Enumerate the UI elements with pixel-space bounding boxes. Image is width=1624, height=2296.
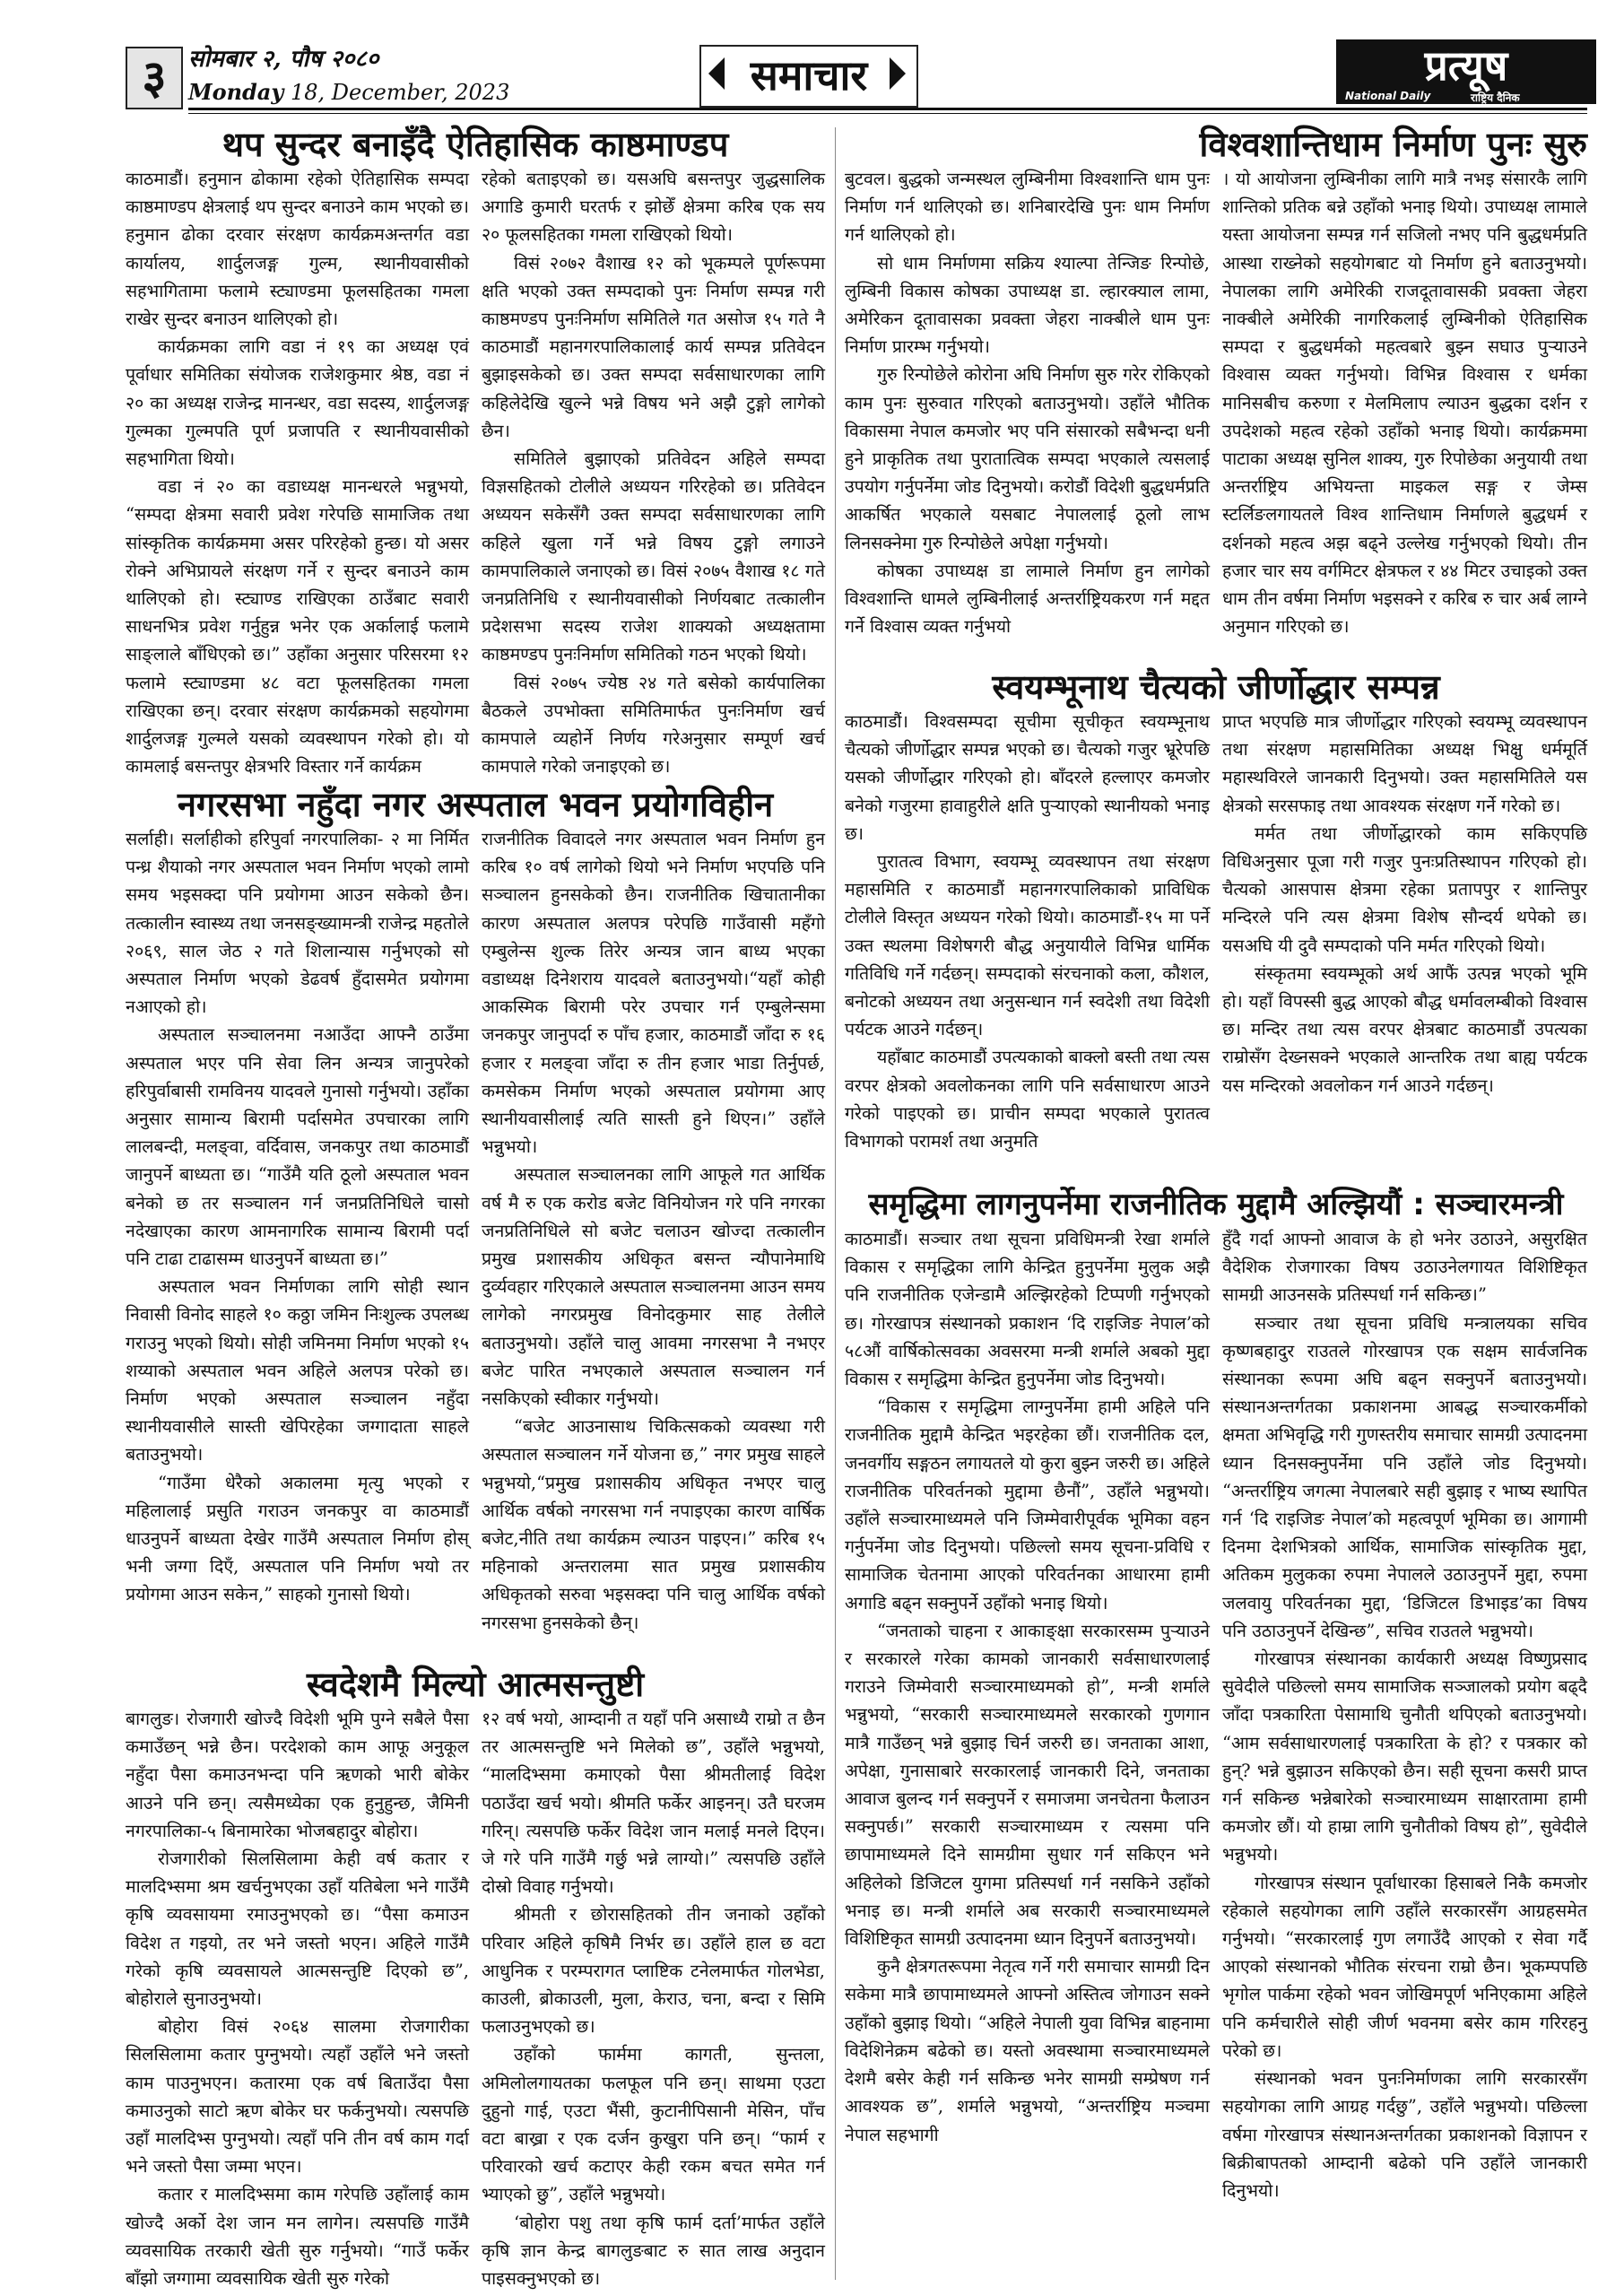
logo-subtitle-en: National Daily bbox=[1345, 90, 1431, 102]
logo-subtitle-np: राष्ट्रिय दैनिक bbox=[1471, 91, 1520, 104]
article-kasthamandap bbox=[126, 124, 825, 780]
article-swadeshmai bbox=[126, 1664, 825, 2292]
right-arrow-icon bbox=[890, 57, 906, 90]
article-headline: समृद्धिमा लागनुपर्नेमा राजनीतिक मुद्दामै अल्झियौं : सञ्चारमन्त्री bbox=[868, 1187, 1564, 1222]
paragraph: संस्थानको भवन पुनःनिर्माणका लागि सरकारसँग सहयोगका लागि आग्रह गर्दछु”, उहाँले भन्नुभयो। पछिल्ला वर्षमा गोरखापत्र संस्थानअन्तर्गतका प्रकाशनको विज्ञापन र बिक्रीबापतको आम्दानी बढेको पनि उहाँले जानकारी दिनुभयो। bbox=[1222, 2068, 1587, 2201]
article-body bbox=[845, 708, 1587, 1155]
paragraph: काठमाडौं। हनुमान ढोकामा रहेको ऐतिहासिक सम्पदा काष्ठमाण्डप क्षेत्रलाई थप सुन्दर बनाउने काम भएको छ। हनुमान ढोका दरवार संरक्षण कार्यक्रमअन्तर्गत वडा कार्यालय, शार्दुलजङ्ग गुल्म, स्थानीयवासीको सहभागितामा फलामे स्ट्याण्डमा फूलसहितका गमला राखेर सुन्दर बनाउन थालिएको हो। bbox=[126, 169, 469, 330]
article-column bbox=[1222, 165, 1587, 640]
paragraph: “बजेट आउनासाथ चिकित्सकको व्यवस्था गरी अस्पताल सञ्चालन गर्ने योजना छ,” नगर प्रमुख साहले भन्नुभयो,“प्रमुख प्रशासकीय अधिकृत नभएर चालु आर्थिक वर्षको नगरसभा गर्न नपाइएका कारण वार्षिक बजेट,नीति तथा कार्यक्रम ल्याउन पाइएन।” करिब १५ महिनाको अन्तरालमा सात प्रमुख प्रशासकीय अधिकृतको सरुवा भइसक्दा पनि चालु आर्थिक वर्षको नगरसभा हुनसकेको छैन्। bbox=[482, 1416, 825, 1633]
paragraph: । यो आयोजना लुम्बिनीका लागि मात्रै नभइ संसारकै लागि शान्तिको प्रतिक बन्ने उहाँको भनाइ थियो। उपाध्यक्ष लामाले यस्ता आयोजना सम्पन्न गर्न सजिलो नभए पनि बुद्धधर्मप्रति आस्था राख्नेको सहयोगबाट यो निर्माण हुने बताउनुभयो। नेपालका लागि अमेरिकी राजदूतावासकी प्रवक्ता जेहरा नाक्बीले अमेरिकी नागरिकलाई लुम्बिनीको ऐतिहासिक सम्पदा र बुद्धधर्मको महत्वबारे बुझ्न सघाउ पुऱ्याउने विश्वास व्यक्त गर्नुभयो। विभिन्न विश्वास र धर्मका मानिसबीच करुणा र मेलमिलाप ल्याउन बुद्धका दर्शन र उपदेशको महत्व रहेको उहाँको भनाइ थियो। कार्यक्रममा पाटाका अध्यक्ष सुनिल शाक्य, गुरु रिपोछेका अनुयायी तथा अन्तर्राष्ट्रिय अभियन्ता माइकल सङ्ग र जेम्स स्टर्लिङलगायतले विश्व शान्तिधाम निर्माणले बुद्धधर्म र दर्शनको महत्व अझ बढ्ने उल्लेख गर्नुभएको थियो। तीन हजार चार सय वर्गमिटर क्षेत्रफल र ४४ मिटर उचाइको उक्त धाम तीन वर्षमा निर्माण भइसक्ने र करिब रु चार अर्ब लाग्ने अनुमान गरिएको छ। bbox=[1222, 169, 1587, 638]
article-body bbox=[126, 165, 825, 780]
paragraph: कोषका उपाध्यक्ष डा लामाले निर्माण हुन लागेको विश्वशान्ति धामले लुम्बिनीलाई अन्तर्राष्ट्रियकरण गर्न मद्दत गर्ने विश्वास व्यक्त गर्नुभयो bbox=[845, 560, 1210, 638]
paragraph: कुनै क्षेत्रगतरूपमा नेतृत्व गर्ने गरी समाचार सामग्री दिन सकेमा मात्रै छापामाध्यमले आफ्नो अस्तित्व जोगाउन सक्ने उहाँको बुझाइ थियो। “अहिले नेपाली युवा विभिन्न बाहनामा विदेशिनेक्रम बढेको छ। यस्तो अवस्थामा सञ्चारमाध्यमले देशमै बसेर केही गर्न सकिन्छ भनेर सामग्री सम्प्रेषण गर्न आवश्यक छ”, शर्माले भन्नुभयो, “अन्तर्राष्ट्रिय मञ्चमा नेपाल सहभागी bbox=[845, 1956, 1210, 2145]
paragraph: सञ्चार तथा सूचना प्रविधि मन्त्रालयका सचिव कृष्णबहादुर राउतले गोरखापत्र एक सक्षम सार्वजनिक संस्थानका रूपमा अघि बढ्न सक्नुपर्ने बताउनुभयो। संस्थानअन्तर्गतका प्रकाशनमा आबद्ध सञ्चारकर्मीको क्षमता अभिवृद्धि गरी गुणस्तरीय समाचार सामग्री उत्पादनमा ध्यान दिनसक्नुपर्नेमा पनि उहाँले जोड दिनुभयो। “अन्तर्राष्ट्रिय जगत्मा नेपालबारे सही बुझाइ र भाष्य स्थापित गर्न ‘दि राइजिङ नेपाल’को महत्वपूर्ण भूमिका छ। आगामी दिनमा देशभित्रको आर्थिक, सामाजिक सांस्कृतिक मुद्दा, अतिकम मुलुकका रुपमा नेपालले उठाउनुपर्ने मुद्दा, रुपमा जलवायु परिवर्तनका मुद्दा, ‘डिजिटल डिभाइड’का विषय पनि उठाउनुपर्ने देखिन्छ”, सचिव राउतले भन्नुभयो। bbox=[1222, 1312, 1587, 1641]
header-rule bbox=[188, 108, 1587, 110]
article-body bbox=[126, 1705, 825, 2292]
paragraph: विसं २०७५ ज्येष्ठ २४ गते बसेको कार्यपालिका बैठकले उपभोक्ता समितिमार्फत पुनःनिर्माण खर्च कामपाले व्यहोर्ने निर्णय गरेअनुसार सम्पूर्ण खर्च कामपाले गरेको जनाइएको छ। bbox=[482, 672, 825, 778]
date-english bbox=[188, 79, 509, 105]
paragraph: मर्मत तथा जीर्णोद्धारको काम सकिएपछि विधिअनुसार पूजा गरी गजुर पुनःप्रतिस्थापन गरिएको हो। चैत्यको आसपास क्षेत्रमा रहेका प्रतापपुर र शान्तिपुर मन्दिरले पनि त्यस क्षेत्रमा विशेष सौन्दर्य थपेको छ। यसअघि यी दुवै सम्पदाको पनि मर्मत गरिएको थियो। bbox=[1222, 822, 1587, 956]
article-headline: नगरसभा नहुँदा नगर अस्पताल भवन प्रयोगविहीन bbox=[177, 785, 774, 824]
paragraph: अस्पताल सञ्चालनका लागि आफूले गत आर्थिक वर्ष मै रु एक करोड बजेट विनियोजन गरे पनि नगरका जनप्रतिनिधिले सो बजेट चलाउन खोज्दा तत्कालीन प्रमुख प्रशासकीय अधिकृत बसन्त न्यौपानेमाथि दुर्व्यवहार गरिएकाले अस्पताल सञ्चालनमा आउन समय लागेको नगरप्रमुख विनोदकुमार साह तेलीले बताउनुभयो। उहाँले चालु आवमा नगरसभा नै नभएर बजेट पारित नभएकाले अस्पताल सञ्चालन गर्न नसकिएको स्वीकार गर्नुभयो। bbox=[482, 1164, 825, 1410]
paragraph: “जनताको चाहना र आकाङ्क्षा सरकारसम्म पुऱ्याउने र सरकारले गरेका कामको जानकारी सर्वसाधारणलाई गराउने जिम्मेवारी सञ्चारमाध्यमको हो”, मन्त्री शर्माले भन्नुभयो, “सरकारी सञ्चारमाध्यमले सरकारको गुणगान मात्रै गाउँछन् भन्ने बुझाइ चिर्न जरुरी छ। जनताका आशा, अपेक्षा, गुनासाबारे सरकारलाई जानकारी दिने, जनताका आवाज बुलन्द गर्न सक्नुपर्ने र समाजमा जनचेतना फैलाउन सक्नुपर्छ।” सरकारी सञ्चारमाध्यम र त्यसमा पनि छापामाध्यमले दिने सामग्रीमा सुधार गर्न सकिएन भने अहिलेको डिजिटल युगमा प्रतिस्पर्धा गर्न नसकिने उहाँको भनाइ छ। मन्त्री शर्माले अब सरकारी सञ्चारमाध्यमले विशिष्टिकृत सामग्री उत्पादनमा ध्यान दिनुपर्ने बताउनुभयो। bbox=[845, 1620, 1210, 1950]
paragraph: गुरु रिन्पोछेले कोरोना अघि निर्माण सुरु गरेर रोकिएको काम पुनः सुरुवात गरिएको बताउनुभयो। उहाँले भौतिक विकासमा नेपाल कमजोर भए पनि संसारको सबैभन्दा धनी हुने प्राकृतिक तथा पुरातात्विक सम्पदा भएकाले त्यसलाई उपयोग गर्नुपर्नेमा जोड दिनुभयो। करोडौं विदेशी बुद्धधर्मप्रति आकर्षित भएकाले यसबाट नेपाललाई ठूलो लाभ लिनसक्नेमा गुरु रिन्पोछेले अपेक्षा गर्नुभयो। bbox=[845, 364, 1210, 553]
article-body bbox=[126, 825, 825, 1637]
paragraph: रोजगारीको सिलसिलामा केही वर्ष कतार र मालदिभ्समा श्रम खर्चनुभएका उहाँ यतिबेला भने गाउँमै कृषि व्यवसायमा रमाउनुभएको छ। “पैसा कमाउन विदेश त गइयो, तर भने जस्तो भएन। अहिले गाउँमै गरेको कृषि व्यवसायले आत्मसन्तुष्टि दिएको छ”, बोहोराले सुनाउनुभयो। bbox=[126, 1848, 469, 2010]
paragraph: राजनीतिक विवादले नगर अस्पताल भवन निर्माण हुन करिब १० वर्ष लागेको थियो भने निर्माण भएपछि पनि सञ्चालन हुनसकेको छैन। राजनीतिक खिचातानीका कारण अस्पताल अलपत्र परेपछि गाउँवासी महँगो एम्बुलेन्स शुल्क तिरेर अन्यत्र जान बाध्य भएका वडाध्यक्ष दिनेशराय यादवले बताउनुभयो।“यहाँ कोही आकस्मिक बिरामी परेर उपचार गर्न एम्बुलेन्समा जनकपुर जानुपर्दा रु पाँच हजार, काठमाडौं जाँदा रु १६ हजार र मलङ्वा जाँदा रु तीन हजार भाडा तिर्नुपर्छ, कमसेकम निर्माण भएको अस्पताल प्रयोगमा आए स्थानीयवासीलाई त्यति सास्ती हुने थिएन।” उहाँले भन्नुभयो। bbox=[482, 829, 825, 1158]
article-column bbox=[1222, 708, 1587, 1155]
paragraph: “गाउँमा धेरैको अकालमा मृत्यु भएको र महिलालाई प्रसुति गराउन जनकपुर वा काठमाडौं धाउनुपर्ने बाध्यता देखेर गाउँमै अस्पताल निर्माण होस् भनी जग्गा दिएँ, अस्पताल पनि निर्माण भयो तर प्रयोगमा आउन सकेन,” साहको गुनासो थियो। bbox=[126, 1472, 469, 1605]
paragraph: काठमाडौं। सञ्चार तथा सूचना प्रविधिमन्त्री रेखा शर्माले विकास र समृद्धिका लागि केन्द्रित हुनुपर्नेमा मुलुक अझै पनि राजनीतिक एजेन्डामै अल्झिरहेको टिप्पणी गर्नुभएको छ। गोरखापत्र संस्थानको प्रकाशन ‘दि राइजिङ नेपाल’को ५८औं वार्षिकोत्सवका अवसरमा मन्त्री शर्माले अबको मुद्दा विकास र समृद्धिमा केन्द्रित हुनुपर्नेमा जोड दिनुभयो। bbox=[845, 1229, 1210, 1390]
newspaper-logo: प्रत्यूष bbox=[1336, 39, 1596, 104]
paragraph: बोहोरा विसं २०६४ सालमा रोजगारीका सिलसिलामा कतार पुग्नुभयो। त्यहाँ उहाँले भने जस्तो काम पाउनुभएन। कतारमा एक वर्ष बिताउँदा पैसा कमाउनुको साटो ऋण बोकेर घर फर्कनुभयो। त्यसपछि उहाँ मालदिभ्स पुग्नुभयो। त्यहाँ पनि तीन वर्ष काम गर्दा भने जस्तो पैसा जम्मा भएन। bbox=[126, 2016, 469, 2178]
article-column bbox=[126, 825, 469, 1637]
header-rule-thin bbox=[188, 113, 1587, 114]
article-sancharmantri bbox=[845, 1184, 1587, 2205]
paragraph: श्रीमती र छोरासहितको तीन जनाको उहाँको परिवार अहिले कृषिमै निर्भर छ। उहाँले हाल छ वटा आधुनिक र परम्परागत प्लाष्टिक टनेलमार्फत गोलभेडा, काउली, ब्रोकाउली, मुला, केराउ, चना, बन्दा र सिमि फलाउनुभएको छ। bbox=[482, 1904, 825, 2038]
article-vishwashanti bbox=[845, 124, 1587, 640]
paragraph: यहाँबाट काठमाडौं उपत्यकाको बाक्लो बस्ती तथा त्यस वरपर क्षेत्रको अवलोकनका लागि पनि सर्वसाधारण आउने गरेको पाइएको छ। प्राचीन सम्पदा भएकाले पुरातत्व विभागको परामर्श तथा अनुमति bbox=[845, 1047, 1210, 1152]
article-column bbox=[845, 708, 1210, 1155]
paragraph: उहाँको फार्ममा कागती, सुन्तला, अमिलोलगायतका फलफूल पनि छन्। साथमा एउटा दुहुनो गाई, एउटा भैंसी, कुटानीपिसानी मेसिन, पाँच वटा बाख्रा र एक दर्जन कुखुरा पनि छन्। “फार्म र परिवारको खर्च कटाएर केही रकम बचत समेत गर्न भ्याएको छु”, उहाँले भन्नुभयो। bbox=[482, 2044, 825, 2205]
paragraph: संस्कृतमा स्वयम्भूको अर्थ आफैं उत्पन्न भएको भूमि हो। यहाँ विपस्सी बुद्ध आएको बौद्ध धर्मावलम्बीको विश्वास छ। मन्दिर तथा त्यस वरपर क्षेत्रबाट काठमाडौं उपत्यका राम्रोसँग देख्नसक्ने भएकाले आन्तरिक तथा बाह्य पर्यटक यस मन्दिरको अवलोकन गर्न आउने गर्दछन्। bbox=[1222, 962, 1587, 1096]
paragraph: पुरातत्व विभाग, स्वयम्भू व्यवस्थापन तथा संरक्षण महासमिति र काठमाडौं महानगरपालिकाको प्राविधिक टोलीले विस्तृत अध्ययन गरेको थियो। काठमाडौं-१५ मा पर्ने उक्त स्थलमा विशेषगरी बौद्ध अनुयायीले विभिन्न धार्मिक गतिविधि गर्ने गर्दछन्। सम्पदाको संरचनाको कला, कौशल, बनोटको अध्ययन तथा अनुसन्धान गर्न स्वदेशी तथा विदेशी पर्यटक आउने गर्दछन्। bbox=[845, 851, 1210, 1040]
page-number: ३ bbox=[126, 47, 183, 109]
paragraph: हुँदै गर्दा आफ्नो आवाज के हो भनेर उठाउने, असुरक्षित वैदेशिक रोजगारका विषय उठाउनेलगायत विशिष्टिकृत सामग्री आउनसके प्रतिस्पर्धा गर्न सकिन्छ।” bbox=[1222, 1229, 1587, 1306]
column-divider bbox=[835, 127, 836, 2280]
paragraph: सो धाम निर्माणमा सक्रिय श्याल्पा तेन्जिङ रिन्पोछे, लुम्बिनी विकास कोषका उपाध्यक्ष डा. ल्हारक्याल लामा, अमेरिकन दूतावासका प्रवक्ता जेहरा नाक्बीले धाम पुनः निर्माण प्रारम्भ गर्नुभयो। bbox=[845, 252, 1210, 358]
paragraph: विसं २०७२ वैशाख १२ को भूकम्पले पूर्णरूपमा क्षति भएको उक्त सम्पदाको पुनः निर्माण सम्पन्न गरी काष्ठमण्डप पुनःनिर्माण समितिले गत असोज १५ गते नै काठमाडौं महानगरपालिकालाई कार्य सम्पन्न प्रतिवेदन बुझाइसकेको छ। उक्त सम्पदा सर्वसाधारणका लागि कहिलेदेखि खुल्ने भन्ने विषय भने अझै टुङ्गो लागेको छैन। bbox=[482, 252, 825, 441]
article-nagar-aspatal bbox=[126, 784, 825, 1637]
paragraph: प्राप्त भएपछि मात्र जीर्णोद्धार गरिएको स्वयम्भू व्यवस्थापन तथा संरक्षण महासमितिका अध्यक्ष भिक्षु धर्ममूर्ति महास्थविरले जानकारी दिनुभयो। उक्त महासमितिले यस क्षेत्रको सरसफाइ तथा आवश्यक संरक्षण गर्ने गरेको छ। bbox=[1222, 711, 1587, 816]
paragraph: वडा नं २० का वडाध्यक्ष मानन्धरले भन्नुभयो, “सम्पदा क्षेत्रमा सवारी प्रवेश गरेपछि सामाजिक तथा सांस्कृतिक कार्यक्रममा असर परिरहेको हुन्छ। यो असर रोक्ने अभिप्रायले संरक्षण गर्ने र सुन्दर बनाउने काम थालिएको हो। स्ट्याण्ड राखिएका ठाउँबाट सवारी साधनभित्र प्रवेश गर्नुहुन्न भनेर एक अर्कालाई फलामे साङ्लाले बाँधिएको छ।” उहाँका अनुसार परिसरमा १२ फलामे स्ट्याण्डमा ४८ वटा फूलसहितका गमला राखिएका छन्। दरवार संरक्षण कार्यक्रमको सहयोगमा शार्दुलजङ्ग गुल्मले यसको व्यवस्थापन गरेको हो। यो कामलाई बसन्तपुर क्षेत्रभरि विस्तार गर्ने कार्यक्रम bbox=[126, 476, 469, 778]
paragraph: १२ वर्ष भयो, आम्दानी त यहाँ पनि असाध्यै राम्रो त छैन तर आत्मसन्तुष्टि भने मिलेको छ”, उहाँले भन्नुभयो, “मालदिभ्समा कमाएको पैसा श्रीमतीलाई विदेश पठाउँदा खर्च भयो। श्रीमति फर्केर आइनन्। उतै घरजम गरिन्। त्यसपछि फर्केर विदेश जान मलाई मनले दिएन। जे गरे पनि गाउँमै गर्छु भन्ने लाग्यो।” त्यसपछि उहाँले दोस्रो विवाह गर्नुभयो। bbox=[482, 1709, 825, 1898]
date-nepali: सोमबार २, पौष २०८० bbox=[188, 46, 379, 73]
article-body bbox=[845, 165, 1587, 640]
paragraph: गोरखापत्र संस्थानका कार्यकारी अध्यक्ष विष्णुप्रसाद सुवेदीले पछिल्लो समय सामाजिक सञ्जालको प्रयोग बढ्दै जाँदा पत्रकारिता पेसामाथि चुनौती थपिएको बताउनुभयो। “आम सर्वसाधारणलाई पत्रकारिता के हो? र पत्रकार को हुन्? भन्ने बुझाउन सकिएको छैन। सही सूचना कसरी प्राप्त गर्न सकिन्छ भन्नेबारेको सञ्चारमाध्यम साक्षारतामा हामी कमजोर छौं। यो हाम्रा लागि चुनौतीको विषय हो”, सुवेदीले भन्नुभयो। bbox=[1222, 1648, 1587, 1866]
article-body bbox=[845, 1225, 1587, 2205]
paragraph: अस्पताल सञ्चालनमा नआउँदा आफ्नै ठाउँमा अस्पताल भएर पनि सेवा लिन अन्यत्र जानुपरेको हरिपुर्वाबासी रामविनय यादवले गुनासो गर्नुभयो। उहाँका अनुसार सामान्य बिरामी पर्दासमेत उपचारका लागि लालबन्दी, मलङ्वा, वर्दिवास, जनकपुर तथा काठमाडौं जानुपर्ने बाध्यता छ। “गाउँमै यति ठूलो अस्पताल भवन बनेको छ तर सञ्चालन गर्न जनप्रतिनिधिले चासो नदेखाएका कारण आमनागरिक सामान्य बिरामी पर्दा पनि टाढा टाढासम्म धाउनुपर्ने बाध्यता छ।” bbox=[126, 1024, 469, 1270]
paragraph: रहेको बताइएको छ। यसअघि बसन्तपुर जुद्धसालिक अगाडि कुमारी घरतर्फ र झोछेँ क्षेत्रमा करिब एक सय २० फूलसहितका गमला राखिएको थियो। bbox=[482, 169, 825, 246]
article-column bbox=[126, 165, 469, 780]
article-column bbox=[482, 1705, 825, 2292]
section-title: समाचार bbox=[699, 45, 918, 108]
date-english-day: Monday bbox=[188, 79, 284, 105]
article-headline: स्वदेशमै मिल्यो आत्मसन्तुष्टी bbox=[306, 1665, 645, 1704]
paragraph: समितिले बुझाएको प्रतिवेदन अहिले सम्पदा विज्ञसहितको टोलीले अध्ययन गरिरहेको छ। प्रतिवेदन अध्ययन सकेसँगै उक्त सम्पदा सर्वसाधारणका लागि कहिले खुला गर्ने भन्ने विषय टुङ्गो लगाउने कामपालिकाले जनाएको छ। विसं २०७५ वैशाख १८ गते जनप्रतिनिधि र स्थानीयवासीको निर्णयबाट तत्कालीन प्रदेशसभा सदस्य राजेश शाक्यको अध्यक्षतामा काष्ठमण्डप पुनःनिर्माण समितिको गठन भएको थियो। bbox=[482, 448, 825, 665]
paragraph: सर्लाही। सर्लाहीको हरिपुर्वा नगरपालिका- २ मा निर्मित पन्ध्र शैयाको नगर अस्पताल भवन निर्माण भएको लामो समय भइसक्दा पनि प्रयोगमा आउन सकेको छैन। तत्कालीन स्वास्थ्य तथा जनसङ्ख्यामन्त्री राजेन्द्र महतोले २०६९, साल जेठ २ गते शिलान्यास गर्नुभएको सो अस्पताल निर्माण भएको डेढवर्ष हुँदासमेत प्रयोगमा नआएको हो। bbox=[126, 829, 469, 1018]
paragraph: बागलुङ। रोजगारी खोज्दै विदेशी भूमि पुग्ने सबैले पैसा कमाउँछन् भन्ने छैन। परदेशको काम आफू अनुकूल नहुँदा पैसा कमाउनभन्दा पनि ऋणको भारी बोकेर आउने पनि छन्। त्यसैमध्येका एक हुनुहुन्छ, जैमिनी नगरपालिका-५ बिनामारेका भोजबहादुर बोहोरा। bbox=[126, 1709, 469, 1841]
article-column bbox=[126, 1705, 469, 2292]
article-swayambhu bbox=[845, 666, 1587, 1155]
paragraph: कार्यक्रमका लागि वडा नं १९ का अध्यक्ष एवं पूर्वाधार समितिका संयोजक राजेशकुमार श्रेष्ठ, वडा नं २० का अध्यक्ष राजेन्द्र मानन्धर, वडा सदस्य, शार्दुलजङ्ग गुल्मका गुल्मपति पूर्ण प्रजापति र स्थानीयवासीको सहभागिता थियो। bbox=[126, 336, 469, 470]
article-headline: स्वयम्भूनाथ चैत्यको जीर्णोद्धार सम्पन्न bbox=[992, 667, 1440, 707]
article-column bbox=[482, 165, 825, 780]
paragraph: कतार र मालदिभ्समा काम गरेपछि उहाँलाई काम खोज्दै अर्को देश जान मन लागेन। त्यसपछि गाउँमै व्यवसायिक तरकारी खेती सुरु गर्नुभयो। “गाउँ फर्केर बाँझो जग्गामा व्यवसायिक खेती सुरु गरेको bbox=[126, 2184, 469, 2290]
paragraph: बुटवल। बुद्धको जन्मस्थल लुम्बिनीमा विश्वशान्ति धाम पुनः निर्माण गर्न थालिएको छ। शनिबारदेखि पुनः धाम निर्माण गर्न थालिएको हो। bbox=[845, 169, 1210, 246]
article-headline: थप सुन्दर बनाइँदै ऐतिहासिक काष्ठमाण्डप bbox=[221, 125, 729, 164]
date-english-text: 18, December, 2023 bbox=[290, 80, 510, 105]
paragraph: गोरखापत्र संस्थान पूर्वाधारका हिसाबले निकै कमजोर रहेकाले सहयोगका लागि उहाँले सरकारसँग आग्रहसमेत गर्नुभयो। “सरकारलाई गुण लगाउँदै आएको र सेवा गर्दै आएको संस्थानको भौतिक संरचना राम्रो छैन। भूकम्पपछि भृगोल पार्कमा रहेको भवन जोखिमपूर्ण भनिएकामा अहिले पनि कर्मचारीले सोही जीर्ण भवनमा बसेर काम गरिरहनु परेको छ। bbox=[1222, 1872, 1587, 2061]
paragraph: अस्पताल भवन निर्माणका लागि सोही स्थान निवासी विनोद साहले १० कठ्ठा जमिन निःशुल्क उपलब्ध गराउनु भएको थियो। सोही जमिनमा निर्माण भएको १५ शय्याको अस्पताल भवन अहिले अलपत्र परेको छ। निर्माण भएको अस्पताल सञ्चालन नहुँदा स्थानीयवासीले सास्ती खेपिरहेका जग्गादाता साहले बताउनुभयो। bbox=[126, 1276, 469, 1465]
left-arrow-icon bbox=[708, 57, 725, 90]
article-column bbox=[482, 825, 825, 1637]
paragraph: काठमाडौं। विश्वसम्पदा सूचीमा सूचीकृत स्वयम्भूनाथ चैत्यको जीर्णोद्धार सम्पन्न भएको छ। चैत्यको गजुर भ्रूरेपछि यसको जीर्णोद्धार गरिएको हो। बाँदरले हल्लाएर कमजोर बनेको गजुरमा हावाहुरीले क्षति पुऱ्याएको स्थानीयको भनाइ छ। bbox=[845, 711, 1210, 844]
article-column bbox=[1222, 1225, 1587, 2205]
article-headline: विश्वशान्तिधाम निर्माण पुनः सुरु bbox=[1199, 125, 1587, 164]
paragraph: ‘बोहोरा पशु तथा कृषि फार्म दर्ता’मार्फत उहाँले कृषि ज्ञान केन्द्र बागलुङबाट रु सात लाख अनुदान पाइसक्नुभएको छ। bbox=[482, 2212, 825, 2290]
paragraph: “विकास र समृद्धिमा लाग्नुपर्नेमा हामी अहिले पनि राजनीतिक मुद्दामै केन्द्रित भइरहेका छौं। राजनीतिक दल, जनवर्गीय सङ्गठन लगायतले यो कुरा बुझ्न जरुरी छ। अहिले राजनीतिक परिवर्तनको मुद्दामा छैनौं”, उहाँले भन्नुभयो। उहाँले सञ्चारमाध्यमले पनि जिम्मेवारीपूर्वक भूमिका वहन गर्नुपर्नेमा जोड दिनुभयो। पछिल्लो समय सूचना-प्रविधि र सामाजिक चेतनामा आएको परिवर्तनका आधारमा हामी अगाडि बढ्न सक्नुपर्ने उहाँको भनाइ थियो। bbox=[845, 1396, 1210, 1613]
article-column bbox=[845, 1225, 1210, 2205]
article-column bbox=[845, 165, 1210, 640]
